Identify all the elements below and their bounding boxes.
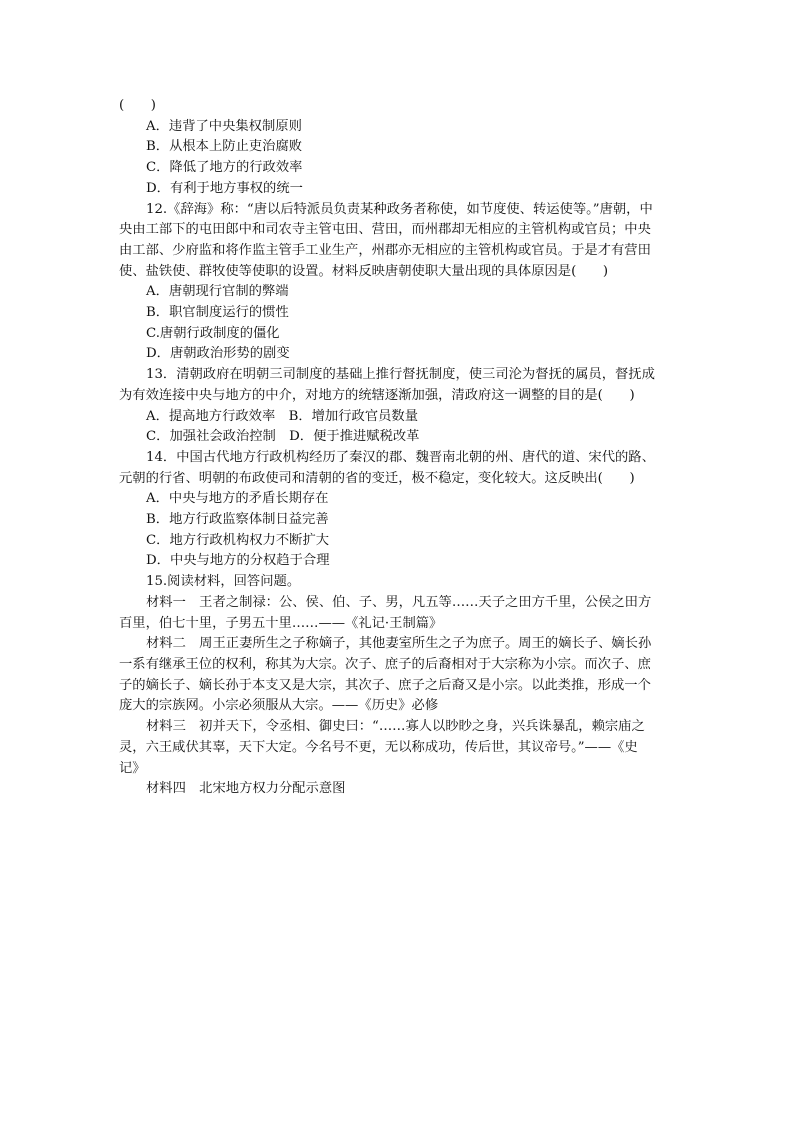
q11-option-c: C．降低了地方的行政效率 [146,160,303,176]
q14-option-b: B．地方行政监察体制日益完善 [146,512,329,528]
q15-material-2-line-4: 庞大的宗族网。小宗必须服从大宗。——《历史》必修 [119,698,439,714]
q15-title: 15.阅读材料，回答问题。 [146,574,301,590]
q15-material-3-line-1: 材料三 初并天下，令丞相、御史曰：“……寡人以眇眇之身，兴兵诛暴乱，赖宗庙之 [146,719,645,735]
q13-stem-line-2: 为有效连接中央与地方的中介，对地方的统辖逐渐加强，清政府这一调整的目的是( ) [119,387,635,403]
q14-stem-line-1: 14．中国古代地方行政机构经历了秦汉的郡、魏晋南北朝的州、唐代的道、宋代的路、 [146,449,655,465]
q13-options-row-2: C．加强社会政治控制 D．便于推进赋税改革 [146,429,420,445]
q15-material-1-line-1: 材料一 王者之制禄：公、侯、伯、子、男，凡五等……天子之田方千里，公侯之田方 [146,594,652,610]
q12-stem-line-2: 央由工部下的屯田郎中和司农寺主管屯田、营田，而州郡却无相应的主管机构或官员；中央 [119,222,651,238]
q12-stem-line-3: 由工部、少府监和将作监主管手工业生产，州郡亦无相应的主管机构或官员。于是才有营田 [119,242,651,258]
q13-options-row-1: A．提高地方行政效率 B．增加行政官员数量 [146,408,419,424]
q12-option-d: D．唐朝政治形势的剧变 [146,346,290,362]
q15-material-2-line-2: 一系有继承王位的权利，称其为大宗。次子、庶子的后裔相对于大宗称为小宗。而次子、庶 [119,656,651,672]
q11-option-d: D．有利于地方事权的统一 [146,180,303,196]
q15-material-1-line-2: 百里，伯七十里，子男五十里……——《礼记·王制篇》 [119,615,443,631]
q14-stem-line-2: 元朝的行省、明朝的布政使司和清朝的省的变迁，极不稳定，变化较大。这反映出( ) [119,470,635,486]
q12-stem-line-4: 使、盐铁使、群牧使等使职的设置。材料反映唐朝使职大量出现的具体原因是( ) [119,263,609,279]
q14-option-c: C．地方行政机构权力不断扩大 [146,532,330,548]
q14-option-a: A．中央与地方的矛盾长期存在 [146,491,329,507]
q15-material-2-line-1: 材料二 周王正妻所生之子称嫡子，其他妻室所生之子为庶子。周王的嫡长子、嫡长孙 [146,636,652,652]
q12-option-b: B．职官制度运行的惯性 [146,305,289,321]
q13-stem-line-1: 13．清朝政府在明朝三司制度的基础上推行督抚制度，使三司沦为督抚的属员，督抚成 [146,367,655,383]
q15-material-3-line-3: 记》 [119,760,146,776]
q11-answer-bracket: ( ) [119,98,156,113]
document-body [119,96,682,800]
q15-material-2-line-3: 子的嫡长子、嫡长孙于本支又是大宗，其次子、庶子之后裔又是小宗。以此类推，形成一个 [119,677,651,693]
q11-option-a: A．违背了中央集权制原则 [146,118,302,134]
q12-option-a: A．唐朝现行官制的弊端 [146,284,289,300]
q14-option-d: D．中央与地方的分权趋于合理 [146,553,330,569]
q15-material-3-line-2: 灵，六王咸伏其辜，天下大定。今名号不更，无以称成功，传后世，其议帝号。”——《史 [119,739,638,755]
q12-stem-line-1: 12.《辞海》称：“唐以后特派员负责某种政务者称使，如节度使、转运使等。”唐朝，中 [146,201,653,217]
q11-option-b: B．从根本上防止吏治腐败 [146,139,303,155]
q12-option-c: C.唐朝行政制度的僵化 [146,325,280,341]
q15-material-4-caption: 材料四 北宋地方权力分配示意图 [146,781,346,797]
